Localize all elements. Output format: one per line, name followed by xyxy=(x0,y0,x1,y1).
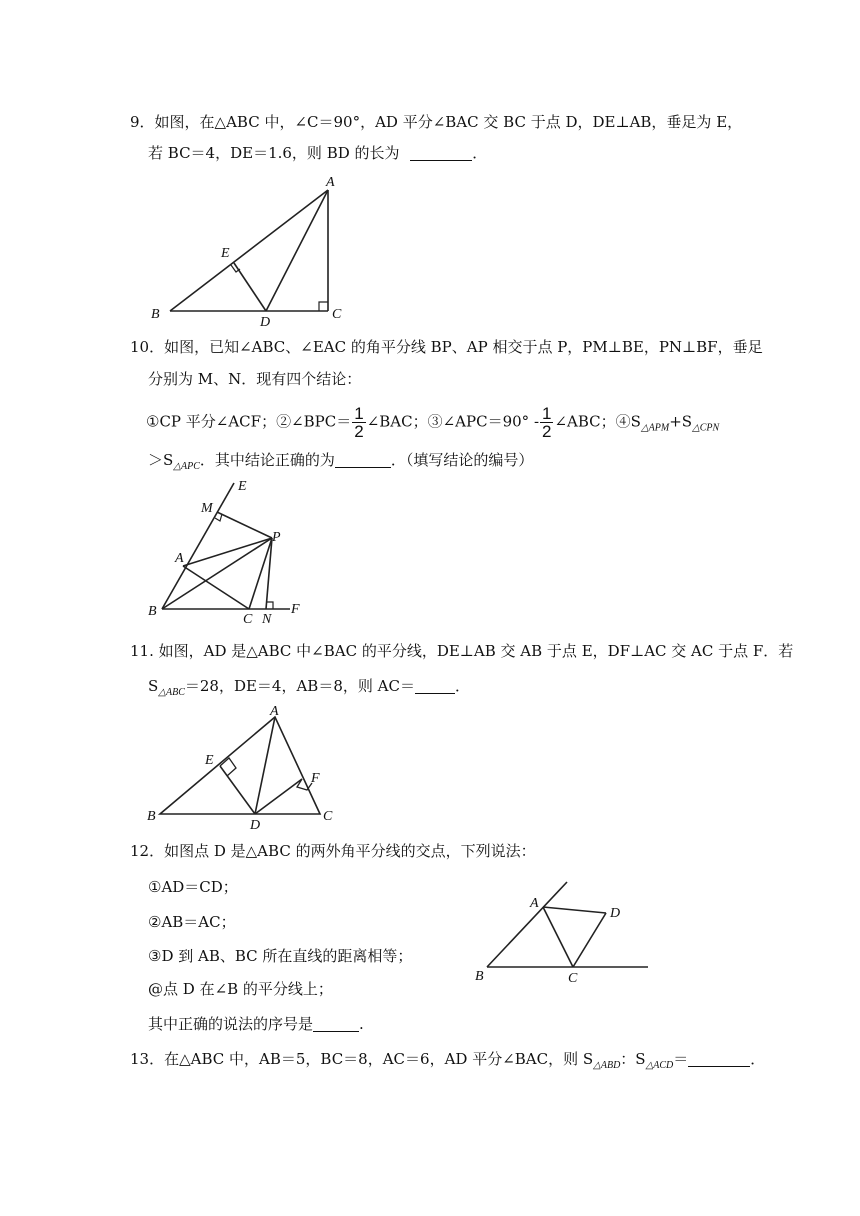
q12-line1: 12．如图点 D 是△ABC 的两外角平分线的交点，下列说法： xyxy=(130,842,536,860)
q9-label-E: E xyxy=(221,246,230,261)
q9-label-B: B xyxy=(151,307,160,322)
q10-l3-e: +S xyxy=(669,412,693,431)
q10-l4-a: ＞S xyxy=(148,451,174,469)
q12-label-B: B xyxy=(475,969,484,984)
q9-line2-text: 若 BC＝4，DE＝1.6，则 BD 的长为 xyxy=(148,144,400,162)
q11-l2-a: S xyxy=(148,677,159,695)
q11-label-A: A xyxy=(270,704,279,719)
q12-item5-end: . xyxy=(359,1015,364,1033)
q10-l3-a: ①CP 平分∠ACF；②∠BPC＝ xyxy=(146,412,352,431)
q12-item5-text: 其中正确的说法的序号是 xyxy=(148,1015,314,1033)
q11-label-E: E xyxy=(205,753,214,768)
q11-label-C: C xyxy=(323,809,333,824)
q10-label-N: N xyxy=(262,612,272,627)
q11-l2-b: ＝28，DE＝4，AB＝8，则 AC＝ xyxy=(184,677,415,695)
q11-l2-c: ． xyxy=(454,677,470,695)
q11-label-F: F xyxy=(311,771,320,786)
q10-label-F: F xyxy=(291,602,300,617)
q10-label-M: M xyxy=(201,501,213,516)
q12-item4: @点 D 在∠B 的平分线上； xyxy=(148,980,333,998)
q12-item3: ③D 到 AB、BC 所在直线的距离相等； xyxy=(148,947,413,965)
q9-label-C: C xyxy=(332,307,342,322)
q13-sub-abd: △ABD xyxy=(593,1060,621,1071)
q9-label-A: A xyxy=(326,175,335,190)
q10-fraction-1: $\frac{1}{2}$ xyxy=(354,404,364,441)
q10-l3-b: ∠BAC；③∠APC＝90° xyxy=(366,412,530,431)
q13-text-a: 13．在△ABC 中，AB＝5，BC＝8，AC＝6，AD 平分∠BAC，则 S xyxy=(130,1050,594,1068)
q13-text-d: ． xyxy=(750,1050,766,1068)
q9-line1: 9．如图，在△ABC 中，∠C＝90°，AD 平分∠BAC 交 BC 于点 D，DE⊥AB，垂足为 E， xyxy=(130,113,743,131)
q10-line2: 分别为 M、N．现有四个结论： xyxy=(148,370,362,388)
q13-text-c: ＝ xyxy=(673,1050,689,1068)
q10-l4-c: ．（填写结论的编号） xyxy=(390,451,534,469)
q12-item2: ②AB＝AC； xyxy=(148,913,236,931)
q13-answer-blank[interactable] xyxy=(688,1050,750,1067)
q9-label-D: D xyxy=(260,315,271,330)
q10-l3-c: - xyxy=(529,412,540,431)
q12-item1: ①AD＝CD； xyxy=(148,878,238,896)
q11-label-D: D xyxy=(250,818,261,833)
q10-label-C: C xyxy=(243,612,253,627)
q9-line2-end: ． xyxy=(472,144,488,162)
q10-sub-apm: △APM xyxy=(640,422,670,434)
q10-line1: 10．如图，已知∠ABC、∠EAC 的角平分线 BP、AP 相交于点 P，PM⊥BE，PN⊥BF，垂足 xyxy=(130,338,763,356)
q12-label-A: A xyxy=(530,896,539,911)
q13-text-b: ：S xyxy=(620,1050,646,1068)
q10-sub-apc: △APC xyxy=(173,461,200,472)
q13-line xyxy=(130,1048,765,1077)
q11-label-B: B xyxy=(147,809,156,824)
q10-label-E: E xyxy=(238,479,247,494)
q11-sub-abc: △ABC xyxy=(158,687,185,698)
q11-line1: 11. 如图，AD 是△ABC 中∠BAC 的平分线，DE⊥AB 交 AB 于点 E，DF⊥AC 交 AC 于点 F．若 xyxy=(130,642,794,660)
q13-sub-acd: △ACD xyxy=(645,1060,674,1071)
q10-l3-d: ∠ABC；④S xyxy=(554,412,641,431)
q10-label-P: P xyxy=(272,530,281,545)
q12-label-C: C xyxy=(568,971,578,986)
q10-label-B: B xyxy=(148,604,157,619)
q10-label-A: A xyxy=(175,551,184,566)
q10-sub-cpn: △CPN xyxy=(692,422,720,434)
q12-label-D: D xyxy=(610,906,621,921)
q10-fraction-2: $\frac{1}{2}$ xyxy=(542,404,552,441)
q10-l4-b: ．其中结论正确的为 xyxy=(199,451,335,469)
